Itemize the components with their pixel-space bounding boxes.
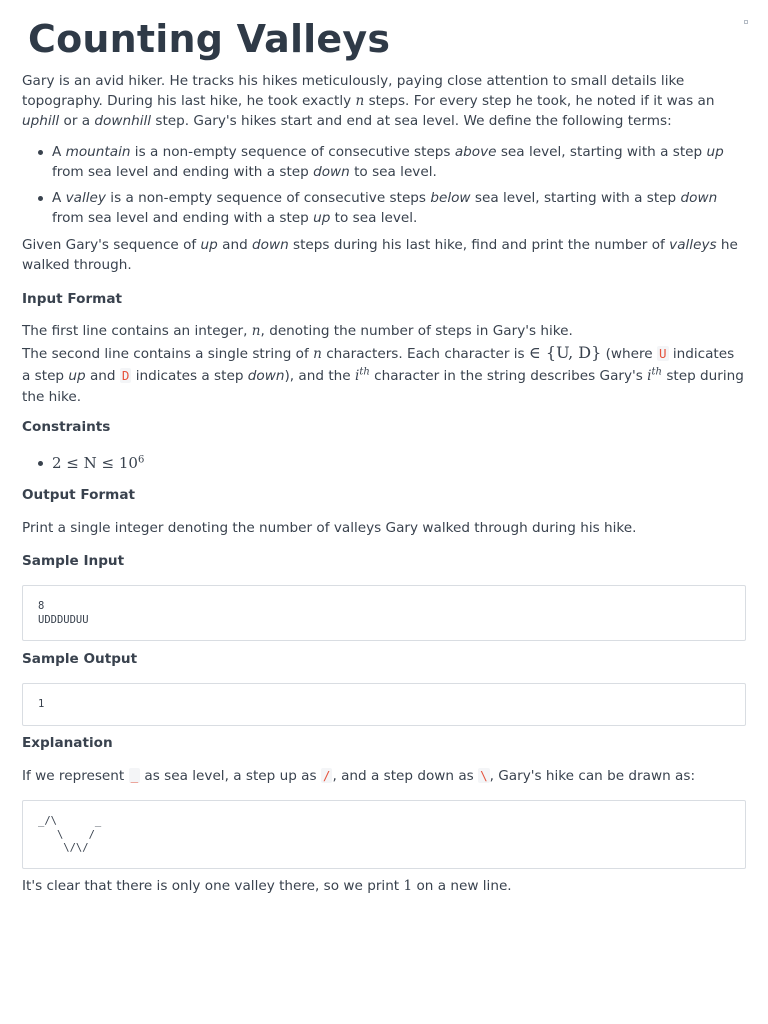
hike-drawing: _/\ _ \ / \/\/	[22, 800, 746, 869]
list-item: $2 \le N \le 10^6$	[22, 453, 746, 474]
task-paragraph: Given Gary's sequence of up and down steps during his last hike, find and print the number of valleys he walked through.	[22, 237, 738, 273]
constraints-heading: Constraints	[22, 419, 111, 435]
sample-output-heading: Sample Output	[22, 651, 138, 667]
definitions-list	[22, 142, 746, 228]
page-title: Counting Valleys	[28, 17, 391, 61]
conclusion-text: It's clear that there is only one valley there, so we print 1 on a new line.	[22, 878, 512, 894]
input-format-heading: Input Format	[22, 291, 122, 307]
constraint-expr: 2 ≤ N ≤ 10	[52, 454, 138, 472]
list-item: A mountain is a non-empty sequence of consecutive steps above sea level, starting with a step up from sea level and ending with a step down to sea level.	[22, 142, 746, 182]
code-u: U	[658, 346, 667, 361]
code-step-down: \	[480, 768, 488, 783]
explanation-text: If we represent _ as sea level, a step up as / , and a step down as \ , Gary's hike can be drawn as:	[22, 768, 696, 784]
explanation-heading: Explanation	[22, 735, 113, 751]
constraints-list	[22, 453, 746, 474]
expand-icon[interactable]	[744, 20, 748, 24]
code-d: D	[121, 368, 130, 383]
intro-paragraph: Gary is an avid hiker. He tracks his hikes meticulously, paying close attention to small details like topography. During his last hike, he took exactly n steps. For every step he took, he noted if it was an uphill or a downhill step. Gary's hikes start and end at sea level. We define the following terms:	[22, 73, 715, 129]
math-set: ∈ {U, D}	[528, 343, 602, 362]
input-format-text: The first line contains an integer, n, denoting the number of steps in Gary's hike. The second line contains a single string of n characters. Each character is ∈ {U, D} (where U indicates a step up and D indicates a step down), and the $i^{th}$ character in the string describes Gary's $i^{th}$ step during the hike.	[22, 323, 744, 405]
math-n: n	[355, 93, 365, 109]
sample-output-code: 1	[22, 683, 746, 726]
sample-input-heading: Sample Input	[22, 553, 125, 569]
output-format-heading: Output Format	[22, 487, 135, 503]
output-format-text: Print a single integer denoting the number of valleys Gary walked through during his hike.	[22, 520, 637, 536]
sample-input-code: 8 UDDDUDUU	[22, 585, 746, 641]
code-sea-level: _	[130, 768, 139, 783]
code-step-up: /	[322, 768, 331, 783]
list-item: A valley is a non-empty sequence of consecutive steps below sea level, starting with a step down from sea level and ending with a step up to sea level.	[22, 188, 746, 228]
